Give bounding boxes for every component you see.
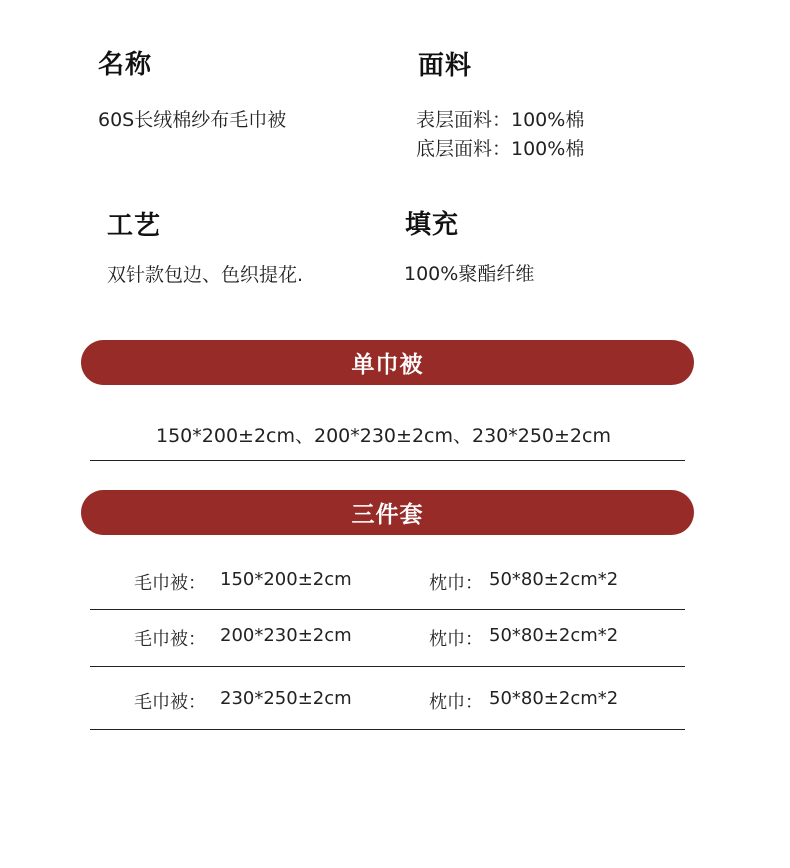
name-value: 60S长绒棉纱布毛巾被 [98, 109, 287, 131]
filling-heading: 填充 [405, 210, 460, 240]
blanket-size: 200*230±2cm [220, 625, 352, 646]
fabric-line-top: 表层面料：100%棉 [416, 109, 585, 131]
single-section-banner: 单巾被 [81, 340, 694, 385]
filling-value: 100%聚酯纤维 [404, 263, 535, 285]
blanket-label: 毛巾被： [134, 692, 206, 713]
set-divider [90, 609, 685, 610]
set-row [0, 688, 790, 718]
blanket-size: 230*250±2cm [220, 688, 352, 709]
pillow-size: 50*80±2cm*2 [489, 625, 619, 646]
blanket-label: 毛巾被： [134, 629, 206, 650]
name-heading: 名称 [98, 50, 153, 80]
pillow-size: 50*80±2cm*2 [489, 569, 619, 590]
single-divider [90, 460, 685, 461]
craft-value: 双针款包边、色织提花. [107, 264, 304, 286]
pillow-label: 枕巾： [429, 573, 483, 594]
pillow-size: 50*80±2cm*2 [489, 688, 619, 709]
pillow-label: 枕巾： [429, 692, 483, 713]
blanket-label: 毛巾被： [134, 573, 206, 594]
set-section-banner: 三件套 [81, 490, 694, 535]
fabric-line-bottom: 底层面料：100%棉 [416, 138, 585, 160]
set-divider [90, 666, 685, 667]
set-row [0, 625, 790, 655]
set-row [0, 569, 790, 599]
fabric-heading: 面料 [418, 51, 473, 81]
pillow-label: 枕巾： [429, 629, 483, 650]
blanket-size: 150*200±2cm [220, 569, 352, 590]
craft-heading: 工艺 [107, 211, 162, 241]
set-divider [90, 729, 685, 730]
single-sizes: 150*200±2cm、200*230±2cm、230*250±2cm [156, 425, 611, 447]
